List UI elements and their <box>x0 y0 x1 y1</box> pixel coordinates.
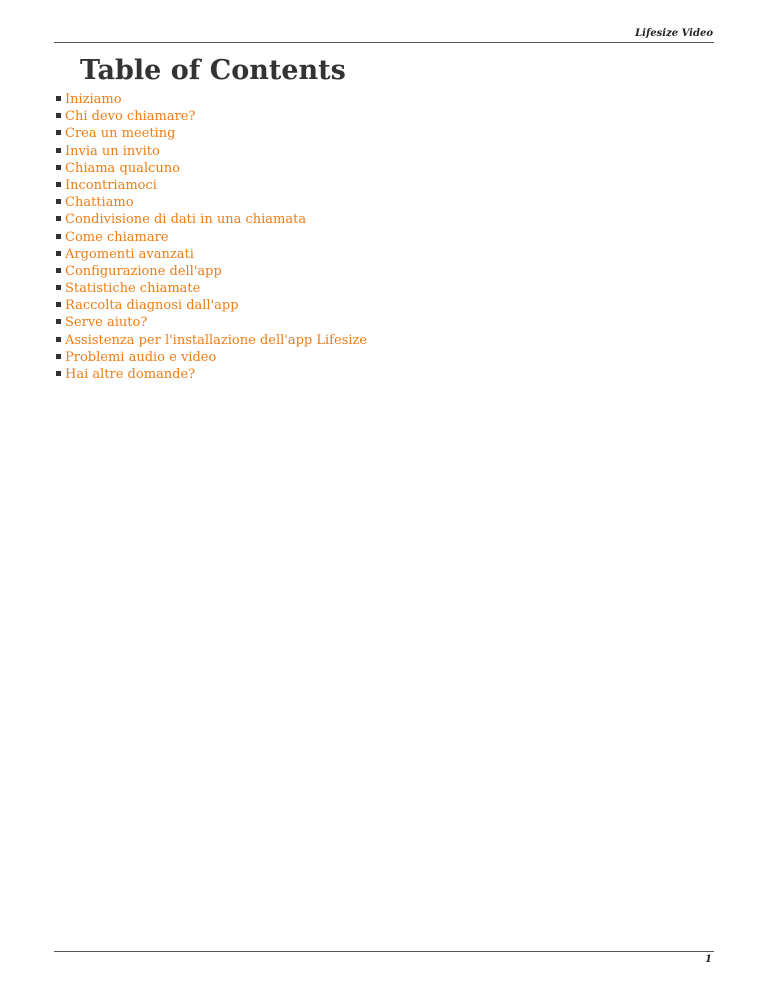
square-bullet-icon <box>56 354 61 359</box>
square-bullet-icon <box>56 371 61 376</box>
toc-item <box>54 294 367 314</box>
square-bullet-icon <box>56 199 61 204</box>
square-bullet-icon <box>56 182 61 187</box>
toc-item <box>54 208 367 228</box>
toc-item <box>54 277 367 297</box>
square-bullet-icon <box>56 165 61 170</box>
square-bullet-icon <box>56 96 61 101</box>
page-number: 1 <box>705 954 712 965</box>
toc-link[interactable]: Chi devo chiamare? <box>65 109 196 125</box>
toc-link[interactable]: Hai altre domande? <box>65 367 196 382</box>
toc-link[interactable]: Chattiamo <box>65 195 134 211</box>
toc-link[interactable]: Iniziamo <box>65 92 122 107</box>
toc-item <box>54 157 367 174</box>
header-title: Lifesize Video <box>635 28 713 39</box>
toc-item <box>54 140 367 157</box>
toc-link[interactable]: Configurazione dell'app <box>65 263 222 279</box>
toc-item <box>54 243 367 260</box>
square-bullet-icon <box>56 234 61 239</box>
toc-item <box>54 311 367 331</box>
square-bullet-icon <box>56 148 61 153</box>
square-bullet-icon <box>56 216 61 221</box>
square-bullet-icon <box>56 130 61 135</box>
toc-title: Table of Contents <box>80 55 346 86</box>
toc-link[interactable]: Problemi audio e video <box>65 349 217 365</box>
toc-link[interactable]: Come chiamare <box>65 229 169 245</box>
toc-item <box>54 329 367 346</box>
toc-item <box>54 174 367 191</box>
toc-item <box>54 122 367 142</box>
toc-item <box>54 346 367 363</box>
toc-item <box>54 191 367 211</box>
toc-item <box>54 260 367 277</box>
toc-item <box>54 363 367 380</box>
toc-link[interactable]: Serve aiuto? <box>65 315 148 331</box>
toc-link[interactable]: Statistiche chiamate <box>65 281 201 297</box>
square-bullet-icon <box>56 285 61 290</box>
toc-link[interactable]: Crea un meeting <box>65 126 176 142</box>
toc-link[interactable]: Chiama qualcuno <box>65 160 180 176</box>
toc-link[interactable]: Assistenza per l'installazione dell'app Lifesize <box>65 332 368 348</box>
square-bullet-icon <box>56 337 61 342</box>
toc-link[interactable]: Condivisione di dati in una chiamata <box>65 212 307 228</box>
toc-list <box>54 88 367 380</box>
square-bullet-icon <box>56 113 61 118</box>
toc-item <box>54 88 367 105</box>
toc-link[interactable]: Argomenti avanzati <box>65 246 194 262</box>
toc-link[interactable]: Incontriamoci <box>65 177 157 193</box>
toc-item <box>54 105 367 125</box>
square-bullet-icon <box>56 268 61 273</box>
square-bullet-icon <box>56 251 61 256</box>
toc-link[interactable]: Invia un invito <box>65 143 160 159</box>
toc-link[interactable]: Raccolta diagnosi dall'app <box>65 298 239 314</box>
square-bullet-icon <box>56 319 61 324</box>
square-bullet-icon <box>56 302 61 307</box>
page-header <box>54 28 714 43</box>
toc-item <box>54 226 367 243</box>
page-footer <box>54 951 714 965</box>
